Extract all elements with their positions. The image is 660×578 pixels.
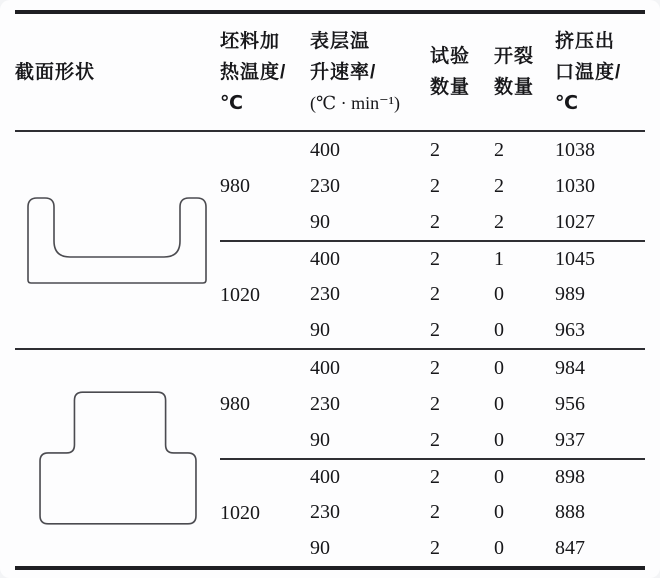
header-extrusion-outlet-temp: 挤压出 口温度/ ℃ (555, 30, 622, 114)
crack-qty-cell: 0 (494, 282, 504, 305)
heat-temp-cell: 980 (220, 392, 250, 415)
crack-qty-cell: 0 (494, 536, 504, 559)
heat-temp-cell: 980 (220, 174, 250, 197)
test-qty-cell: 2 (430, 138, 440, 161)
t-shape-cross-section-icon (15, 350, 220, 566)
rate-cell: 230 (310, 392, 340, 415)
outlet-temp-cell: 1027 (555, 210, 595, 233)
outlet-temp-cell: 989 (555, 282, 585, 305)
table-bottom-rule (15, 566, 645, 570)
heat-temp-cell: 1020 (220, 240, 310, 348)
crack-qty-cell: 0 (494, 392, 504, 415)
rate-cell: 400 (310, 138, 340, 161)
crack-qty-cell: 2 (494, 174, 504, 197)
header-crack-quantity: 开裂 数量 (494, 46, 535, 98)
test-qty-cell: 2 (430, 500, 440, 523)
test-qty-cell: 2 (430, 356, 440, 379)
table-header-row (15, 14, 645, 132)
rate-cell: 400 (310, 240, 430, 276)
outlet-temp-cell: 847 (555, 536, 585, 559)
rate-cell: 90 (310, 318, 330, 341)
crack-qty-cell: 2 (494, 210, 504, 233)
crack-qty-cell: 0 (494, 428, 504, 451)
rate-cell: 230 (310, 282, 340, 305)
heat-temp-cell: 1020 (220, 458, 310, 566)
test-qty-cell: 2 (430, 282, 440, 305)
outlet-temp-cell: 1045 (555, 240, 645, 276)
rate-cell: 230 (310, 174, 340, 197)
header-test-quantity: 试验 数量 (430, 46, 471, 98)
test-qty-cell: 2 (430, 392, 440, 415)
test-qty-cell: 2 (430, 210, 440, 233)
outlet-temp-cell: 1030 (555, 174, 595, 197)
rate-cell: 90 (310, 536, 330, 559)
rate-cell: 400 (310, 458, 430, 494)
crack-qty-cell: 0 (494, 500, 504, 523)
crack-qty-cell: 2 (494, 138, 504, 161)
test-qty-cell: 2 (430, 174, 440, 197)
rate-cell: 90 (310, 428, 330, 451)
data-table (15, 10, 645, 570)
outlet-temp-cell: 1038 (555, 138, 595, 161)
test-qty-cell: 2 (430, 240, 494, 276)
header-surface-temp-rise-rate: 表层温 升速率/ (℃ · min⁻¹) (310, 30, 401, 113)
crack-qty-cell: 1 (494, 240, 555, 276)
header-billet-heating-temp: 坯料加 热温度/ ℃ (220, 30, 287, 114)
crack-qty-cell: 0 (494, 356, 504, 379)
u-channel-cross-section-icon (15, 132, 220, 348)
rate-cell: 400 (310, 356, 340, 379)
header-shape-label: 截面形状 (15, 61, 96, 83)
crack-qty-cell: 0 (494, 458, 555, 494)
outlet-temp-cell: 984 (555, 356, 585, 379)
table-section-u-channel (15, 132, 645, 348)
test-qty-cell: 2 (430, 318, 440, 341)
test-qty-cell: 2 (430, 428, 440, 451)
outlet-temp-cell: 937 (555, 428, 585, 451)
crack-qty-cell: 0 (494, 318, 504, 341)
t-shape-drawing (38, 390, 198, 526)
outlet-temp-cell: 888 (555, 500, 585, 523)
test-qty-cell: 2 (430, 536, 440, 559)
outlet-temp-cell: 898 (555, 458, 645, 494)
outlet-temp-cell: 963 (555, 318, 585, 341)
rate-cell: 90 (310, 210, 330, 233)
table-section-t-shape (15, 348, 645, 566)
header-cross-section-shape (15, 57, 220, 88)
outlet-temp-cell: 956 (555, 392, 585, 415)
u-channel-shape-drawing (26, 193, 210, 287)
test-qty-cell: 2 (430, 458, 494, 494)
rate-cell: 230 (310, 500, 340, 523)
